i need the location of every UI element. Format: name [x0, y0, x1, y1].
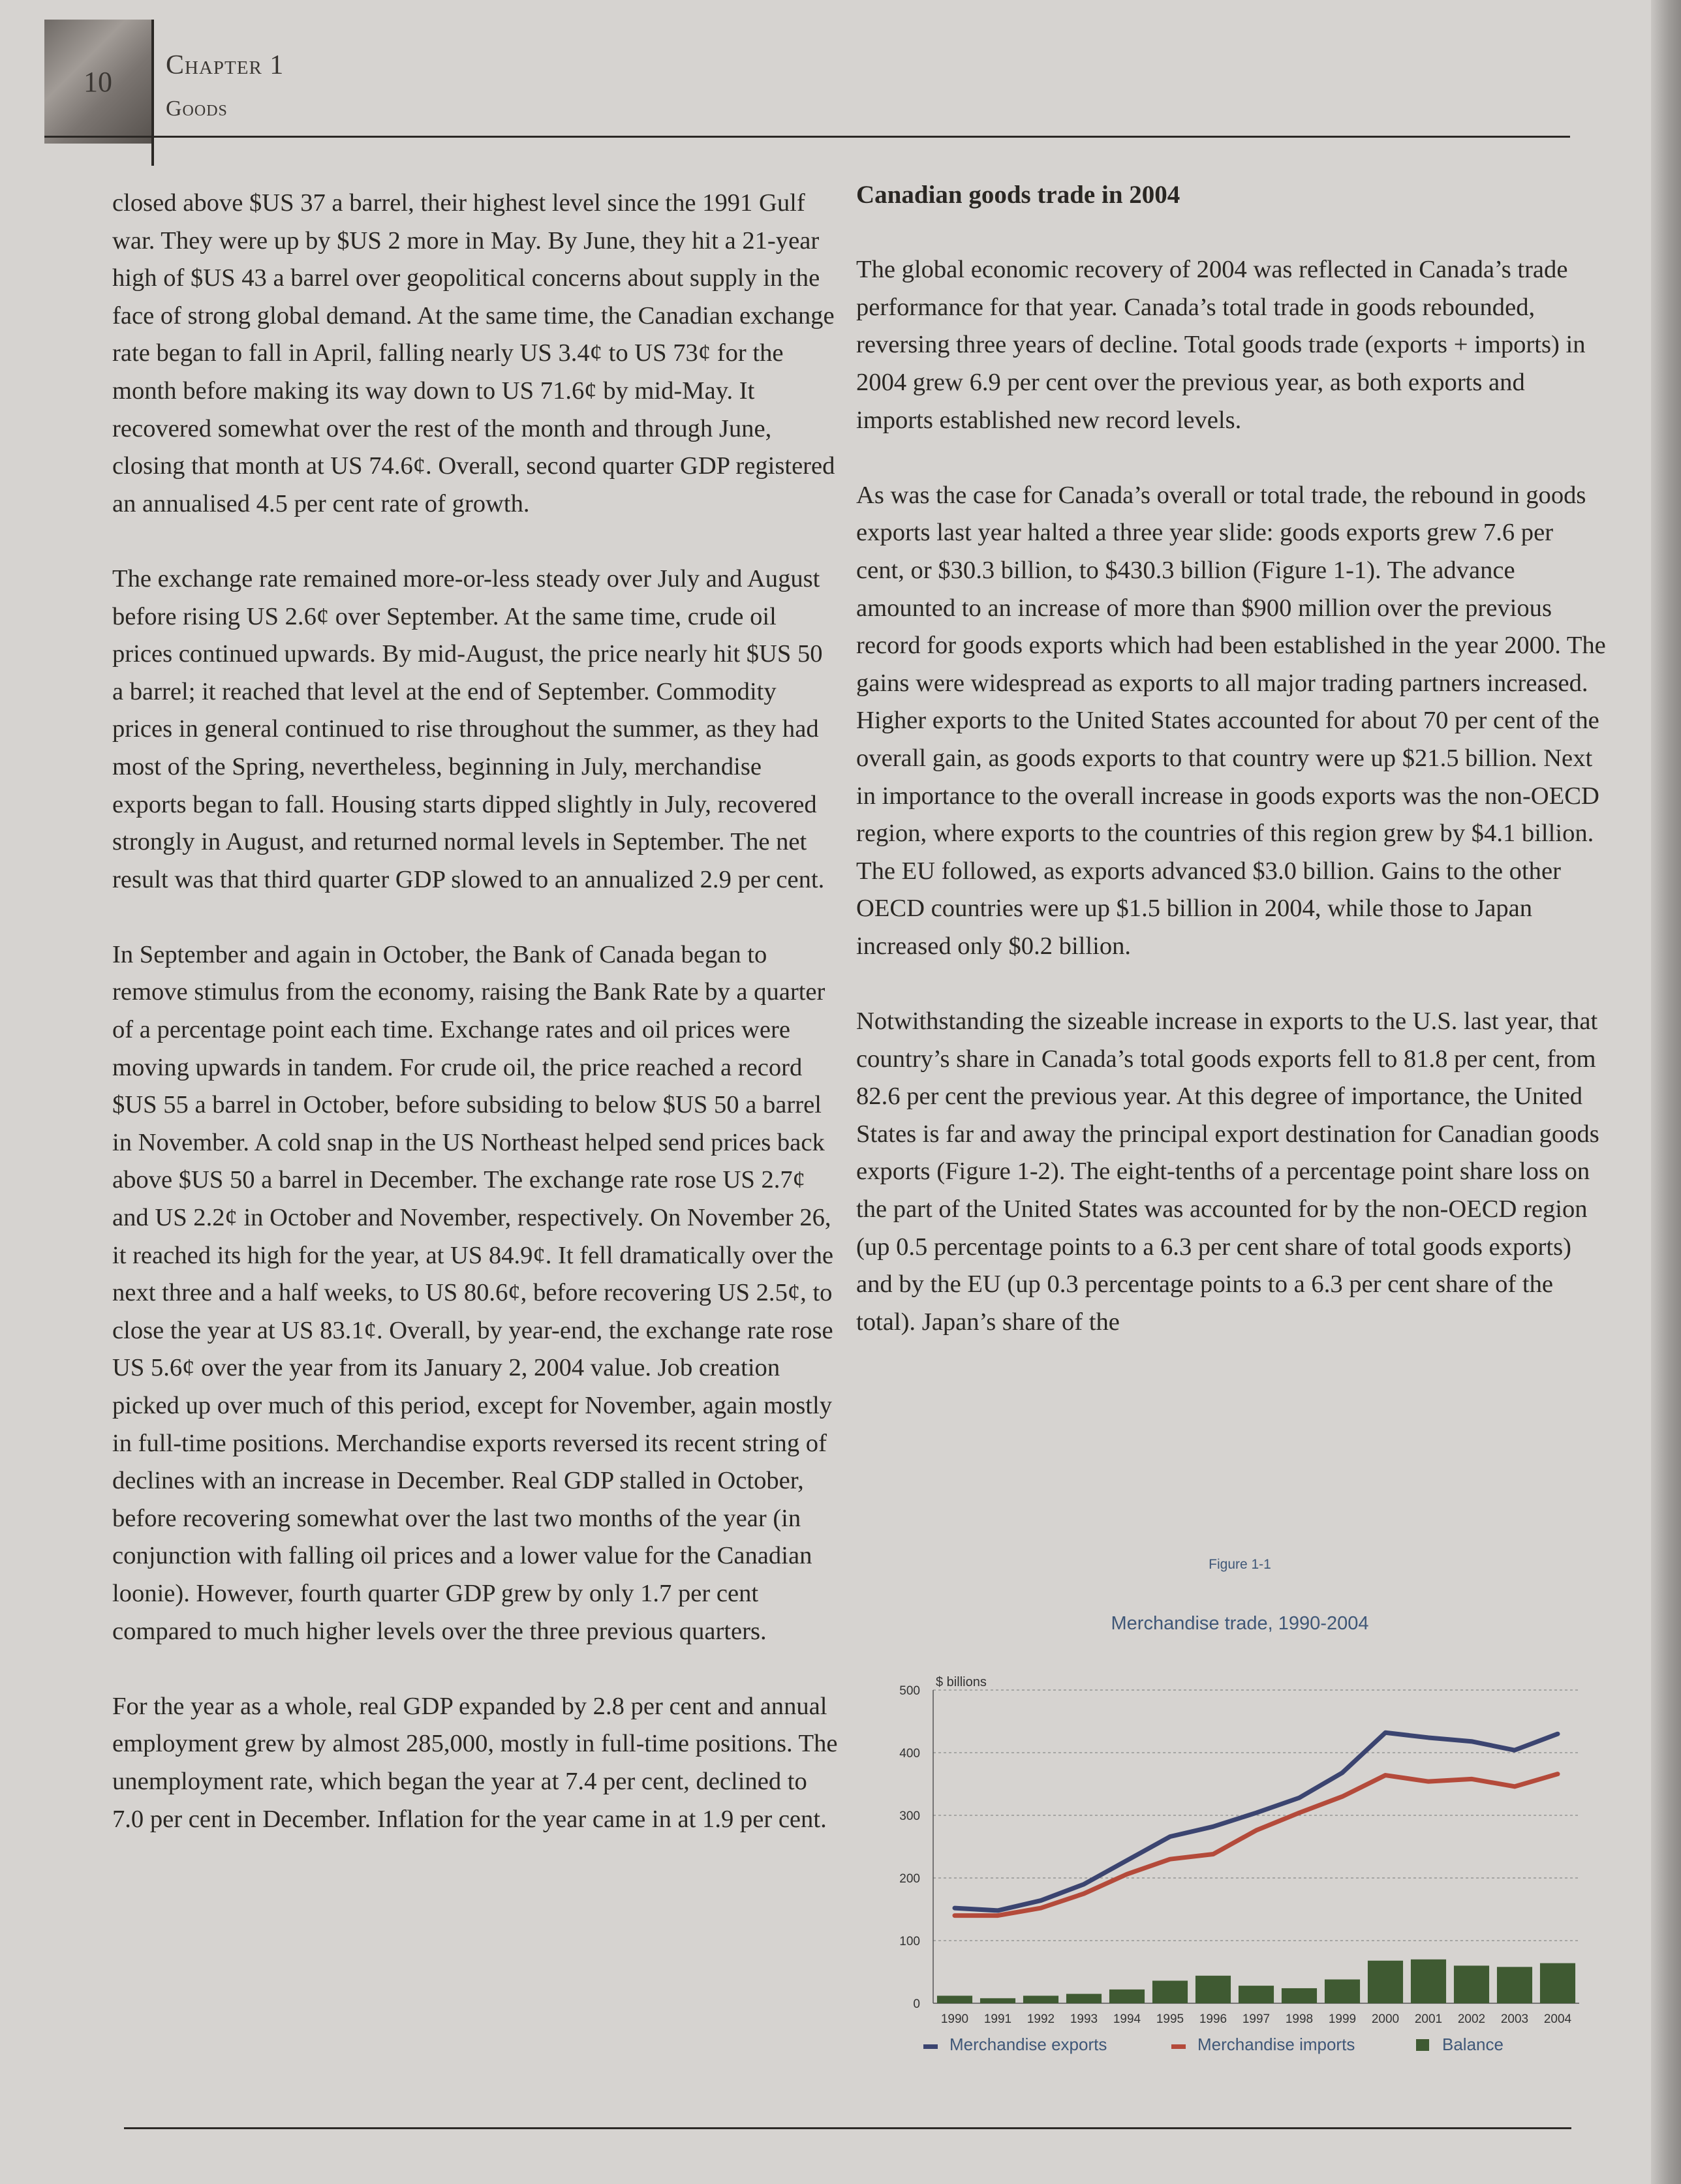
chapter-label: Chapter 1: [166, 50, 285, 80]
figure-title: Merchandise trade, 1990-2004: [1111, 1613, 1369, 1634]
balance-bar: [1066, 1994, 1102, 2003]
data-point: [1169, 1836, 1171, 1838]
section-heading: Canadian goods trade in 2004: [856, 181, 1180, 209]
legend-label: Balance: [1442, 2035, 1504, 2054]
x-tick-label: 2004: [1543, 2012, 1572, 2026]
data-point: [1040, 1907, 1042, 1909]
balance-bar: [1368, 1961, 1403, 2003]
paragraph: For the year as a whole, real GDP expanded by 2.8 per cent and annual employment grew by almost 285,000, mostly in full-time positions. The unemployment rate, which began the year at 7.4 per cent, declined to 7.0 per cent in December. Inflation for the year came in at 1.9 per cent.: [112, 1692, 838, 1833]
balance-bar: [1195, 1976, 1231, 2003]
y-tick-label: 100: [899, 1935, 920, 1948]
legend-label: Merchandise exports: [949, 2035, 1107, 2054]
balance-bar: [1239, 1986, 1274, 2003]
x-tick-label: 2001: [1414, 2012, 1443, 2026]
figure-1-1: [887, 1553, 1592, 2075]
data-point: [1513, 1785, 1516, 1788]
legend-swatch: [1416, 2039, 1429, 2051]
x-tick-label: 1992: [1026, 2012, 1055, 2026]
data-point: [953, 1907, 956, 1909]
data-point: [1298, 1796, 1301, 1799]
x-tick-label: 1993: [1070, 2012, 1098, 2026]
balance-bar: [1454, 1965, 1489, 2003]
data-point: [1255, 1829, 1257, 1832]
x-tick-label: 1995: [1156, 2012, 1184, 2026]
x-tick-label: 2003: [1500, 2012, 1529, 2026]
x-tick-label: 1990: [940, 2012, 969, 2026]
data-point: [1212, 1853, 1214, 1856]
data-point: [1255, 1811, 1257, 1814]
paragraph: In September and again in October, the Bank of Canada began to remove stimulus from the economy, raising the Bank Rate by a quarter of a percentage point each time. Exchange rates and oil prices were moving upwards in tandem. For crude oil, the price reached a record $US 55 a barrel in October, before subsiding to below $US 50 a barrel in November. A cold snap in the US Northeast helped send prices back above $US 50 a barrel in December. The exchange rate rose US 2.7¢ and US 2.2¢ in October and November, respectively. On November 26, it reached its high for the year, at US 84.9¢. It fell dramatically over the next three and a half weeks, to US 80.6¢, before recovering US 2.5¢, to close the year at US 83.1¢. Overall, by year-end, the exchange rate rose US 5.6¢ over the year from its January 2, 2004 value. Job creation picked up over much of this period, except for November, again mostly in full-time positions. Merchandise exports reversed its recent string of declines with an increase in December. Real GDP stalled in October, before recovering somewhat over the last two months of the year (in conjunction with falling oil prices and a lower value for the Canadian loonie). However, fourth quarter GDP grew by only 1.7 per cent compared to much higher levels over the three previous quarters.: [112, 940, 834, 1645]
y-tick-label: 200: [899, 1872, 920, 1886]
y-axis-label: $ billions: [936, 1675, 987, 1689]
balance-bar: [937, 1995, 972, 2003]
data-point: [1083, 1892, 1085, 1895]
x-tick-label: 2000: [1371, 2012, 1400, 2026]
balance-bar: [1540, 1963, 1575, 2003]
x-tick-label: 1991: [983, 2012, 1012, 2026]
balance-bar: [1152, 1980, 1188, 2003]
balance-bar: [1282, 1988, 1317, 2003]
balance-bar: [1497, 1967, 1532, 2003]
page-edge-shadow: [1651, 0, 1681, 2184]
footer-rule: [124, 2127, 1571, 2129]
page-number: 10: [84, 66, 112, 98]
data-point: [953, 1915, 956, 1917]
x-tick-label: 1998: [1285, 2012, 1314, 2026]
data-point: [1083, 1883, 1085, 1886]
y-tick-label: 400: [899, 1747, 920, 1761]
x-tick-label: 1996: [1199, 2012, 1227, 2026]
paragraph: The exchange rate remained more-or-less steady over July and August before rising US 2.6¢ over September. At the same time, crude oil prices continued upwards. By mid-August, the price nearly hit $US 50 a barrel; it reached that level at the end of September. Commodity prices in general continued to rise throughout the summer, as they had most of the Spring, nevertheless, beginning in July, merchandise exports began to fall. Housing starts dipped slightly in July, recovered strongly in August, and returned normal levels in September. The net result was that third quarter GDP slowed to an annualized 2.9 per cent.: [112, 564, 825, 893]
data-point: [1341, 1772, 1344, 1774]
legend-label: Merchandise imports: [1197, 2035, 1355, 2054]
legend-swatch: [1171, 2044, 1186, 2049]
data-point: [1212, 1825, 1214, 1828]
data-point: [1470, 1740, 1473, 1743]
left-column: [112, 185, 838, 1838]
balance-bar: [1411, 1960, 1446, 2003]
section-label: Goods: [166, 97, 228, 121]
data-point: [1384, 1731, 1387, 1734]
y-tick-label: 300: [899, 1809, 920, 1823]
paragraph: The global economic recovery of 2004 was reflected in Canada’s trade performance for that year. Canada’s total trade in goods rebounded, reversing three years of decline. Total goods trade (exports + imports) in 2004 grew 6.9 per cent over the previous year, as both exports and imports established new record levels.: [856, 256, 1586, 434]
figure-label: Figure 1-1: [1209, 1557, 1271, 1572]
x-tick-label: 1999: [1328, 2012, 1357, 2026]
header-horizontal-rule: [44, 136, 1570, 138]
data-point: [996, 1909, 999, 1912]
x-tick-label: 2002: [1457, 2012, 1486, 2026]
data-point: [1126, 1859, 1128, 1862]
data-point: [996, 1915, 999, 1917]
y-tick-label: 500: [899, 1684, 920, 1698]
data-point: [1470, 1777, 1473, 1780]
legend-swatch: [923, 2044, 938, 2049]
data-point: [1513, 1749, 1516, 1751]
data-point: [1427, 1780, 1430, 1783]
right-column: [856, 176, 1607, 1341]
data-point: [1556, 1773, 1559, 1776]
imports-line: [955, 1774, 1558, 1916]
y-tick-label: 0: [913, 1997, 920, 2011]
exports-line: [955, 1732, 1558, 1911]
data-point: [1556, 1732, 1559, 1735]
paragraph: closed above $US 37 a barrel, their highest level since the 1991 Gulf war. They were up by $US 2 more in May. By June, they hit a 21-year high of $US 43 a barrel over geopolitical concerns about supply in the face of strong global demand. At the same time, the Canadian exchange rate began to fall in April, falling nearly US 3.4¢ to US 73¢ for the month before making its way down to US 71.6¢ by mid-May. It recovered somewhat over the rest of the month and through June, closing that month at US 74.6¢. Overall, second quarter GDP registered an annualised 4.5 per cent rate of growth.: [112, 189, 835, 517]
data-point: [1384, 1774, 1387, 1777]
data-point: [1341, 1795, 1344, 1798]
paragraph: As was the case for Canada’s overall or total trade, the rebound in goods exports last year halted a three year slide: goods exports grew 7.6 per cent, or $30.3 billion, to $430.3 billion (Figure 1-1). The advance amounted to an increase of more than $900 million over the previous record for goods exports which had been established in the year 2000. The gains were widespread as exports to all major trading partners increased. Higher exports to the United States accounted for about 70 per cent of the overall gain, as goods exports to that country were up $21.5 billion. Next in importance to the overall increase in goods exports was the non-OECD region, where exports to the countries of this region grew by $4.1 billion. The EU followed, as exports advanced $3.0 billion. Gains to the other OECD countries were up $1.5 billion in 2004, while those to Japan increased only $0.2 billion.: [856, 481, 1606, 960]
data-point: [1427, 1736, 1430, 1739]
header-vertical-rule: [151, 20, 154, 166]
data-point: [1169, 1858, 1171, 1860]
x-tick-label: 1997: [1242, 2012, 1271, 2026]
merchandise-trade-chart: [887, 1553, 1592, 2075]
x-tick-label: 1994: [1113, 2012, 1141, 2026]
data-point: [1298, 1811, 1301, 1814]
balance-bar: [1023, 1995, 1058, 2003]
balance-bar: [1109, 1990, 1145, 2003]
data-point: [1126, 1873, 1128, 1875]
paragraph: Notwithstanding the sizeable increase in exports to the U.S. last year, that country’s share in Canada’s total goods exports fell to 81.8 per cent, from 82.6 per cent the previous year. At this degree of importance, the United States is far and away the principal export destination for Canadian goods exports (Figure 1-2). The eight-tenths of a percentage point share loss on the part of the United States was accounted for by the non-OECD region (up 0.5 percentage points to a 6.3 per cent share of total goods exports) and by the EU (up 0.3 percentage points to a 6.3 per cent share of the total). Japan’s share of the: [856, 1007, 1599, 1336]
data-point: [1040, 1899, 1042, 1902]
balance-bar: [980, 1998, 1015, 2003]
balance-bar: [1325, 1980, 1360, 2003]
